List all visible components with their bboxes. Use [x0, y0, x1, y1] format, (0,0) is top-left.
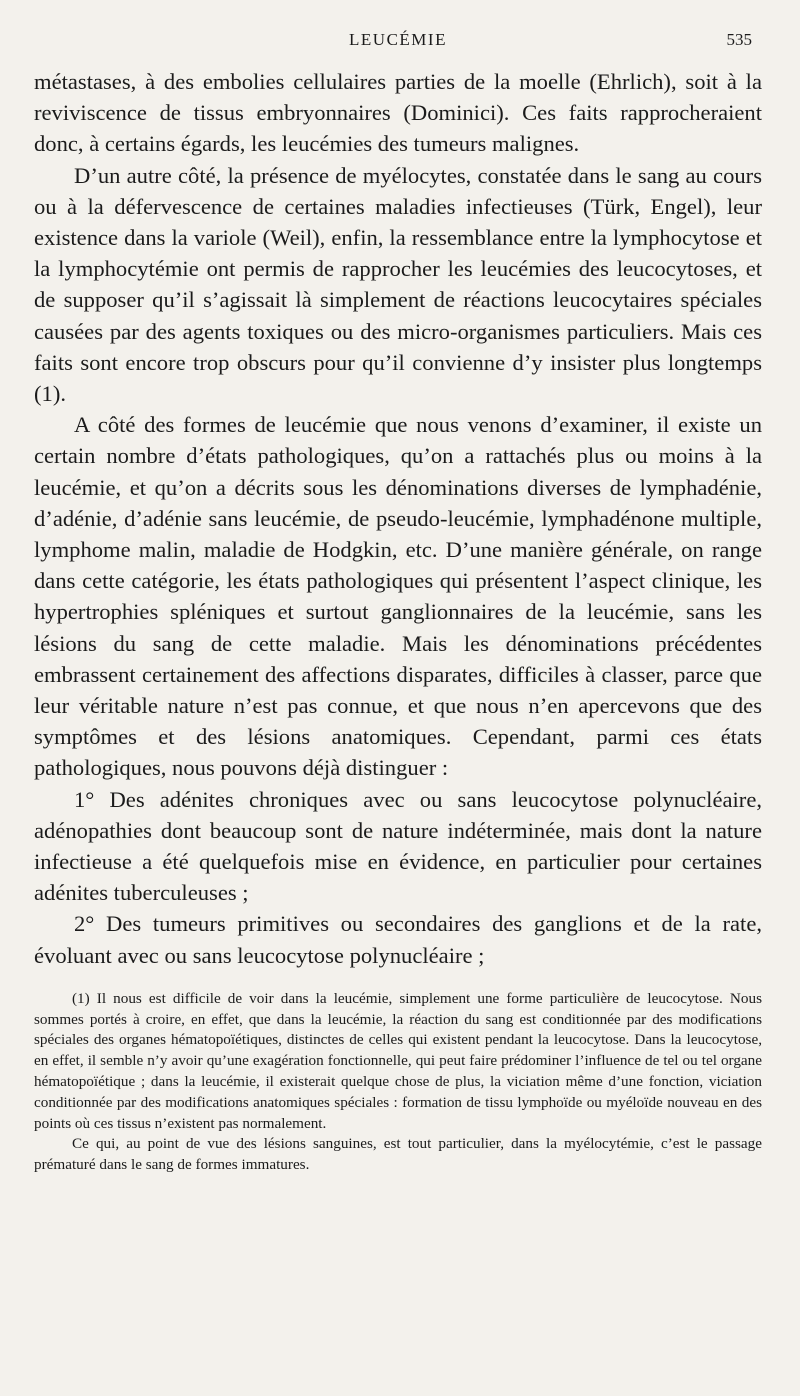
footnote-1: (1) Il nous est difficile de voir dans la leucémie, simplement une forme particulière de leucocytose. Nous sommes portés à croire, en effet, que dans la leucémie, la réaction du sang est conditionnée par des modifications spéciales des organes hématopoïétiques, distinctes de celles qui existent pendant la leucocytose. Dans la leucocytose, en effet, il semble n’y avoir qu’une exagération fonctionnelle, qui peut faire prédominer l’influence de tel ou tel organe hématopoïétique ; dans la leucémie, il existerait quelque chose de plus, la viciation même d’une fonction, viciation conditionnée par des modifications anatomiques spéciales : formation de tissu lymphoïde ou myéloïde nouveau en des points où ces tissus n’existent pas normalement. [34, 989, 762, 1132]
page-number: 535 [726, 30, 752, 49]
running-title: LEUCÉMIE [349, 30, 447, 49]
footnotes [34, 989, 762, 1176]
running-head [34, 0, 762, 66]
paragraph-3: A côté des formes de leucémie que nous venons d’examiner, il existe un certain nombre d’états pathologiques, qu’on a rattachés plus ou moins à la leucémie, et qu’on a décrits sous les dénominations diverses de lymphadénie, d’adénie, d’adénie sans leucémie, de pseudo-leucémie, lymphadénone multiple, lymphome malin, maladie de Hodgkin, etc. D’une manière générale, on range dans cette catégorie, les états pathologiques qui présentent l’aspect clinique, les hypertrophies spléniques et surtout ganglionnaires de la leucémie, sans les lésions du sang de cette maladie. Mais les dénominations précédentes embrassent certainement des affections disparates, difficiles à classer, parce que leur véritable nature n’est pas connue, et que nous n’en apercevons que des symptômes et des lésions anatomiques. Cependant, parmi ces états pathologiques, nous pouvons déjà distinguer : [34, 412, 762, 781]
paragraph-4: 1° Des adénites chroniques avec ou sans leucocytose polynucléaire, adénopathies dont beaucoup sont de nature indéterminée, mais dont la nature infectieuse a été quelquefois mise en évidence, en particulier pour certaines adénites tuberculeuses ; [34, 786, 762, 906]
body-text [34, 66, 762, 971]
paragraph-5: 2° Des tumeurs primitives ou secondaires des ganglions et de la rate, évoluant avec ou sans leucocytose polynucléaire ; [34, 911, 762, 968]
footnote-1-continuation: Ce qui, au point de vue des lésions sanguines, est tout particulier, dans la myélocytémie, c’est le passage prématuré dans le sang de formes immatures. [34, 1135, 762, 1174]
paragraph-2: D’un autre côté, la présence de myélocytes, constatée dans le sang au cours ou à la défervescence de certaines maladies infectieuses (Türk, Engel), leur existence dans la variole (Weil), enfin, la ressemblance entre la lymphocytose et la lymphocytémie ont permis de rapprocher les leucémies des leucocytoses, et de supposer qu’il s’agissait là simplement de réactions leucocytaires spéciales causées par des agents toxiques ou des micro-organismes particuliers. Mais ces faits sont encore trop obscurs pour qu’il convienne d’y insister plus longtemps (1). [34, 162, 762, 407]
paragraph-1: métastases, à des embolies cellulaires parties de la moelle (Ehrlich), soit à la reviviscence de tissus embryonnaires (Dominici). Ces faits rapprocheraient donc, à certains égards, les leucémies des tumeurs malignes. [34, 69, 762, 157]
